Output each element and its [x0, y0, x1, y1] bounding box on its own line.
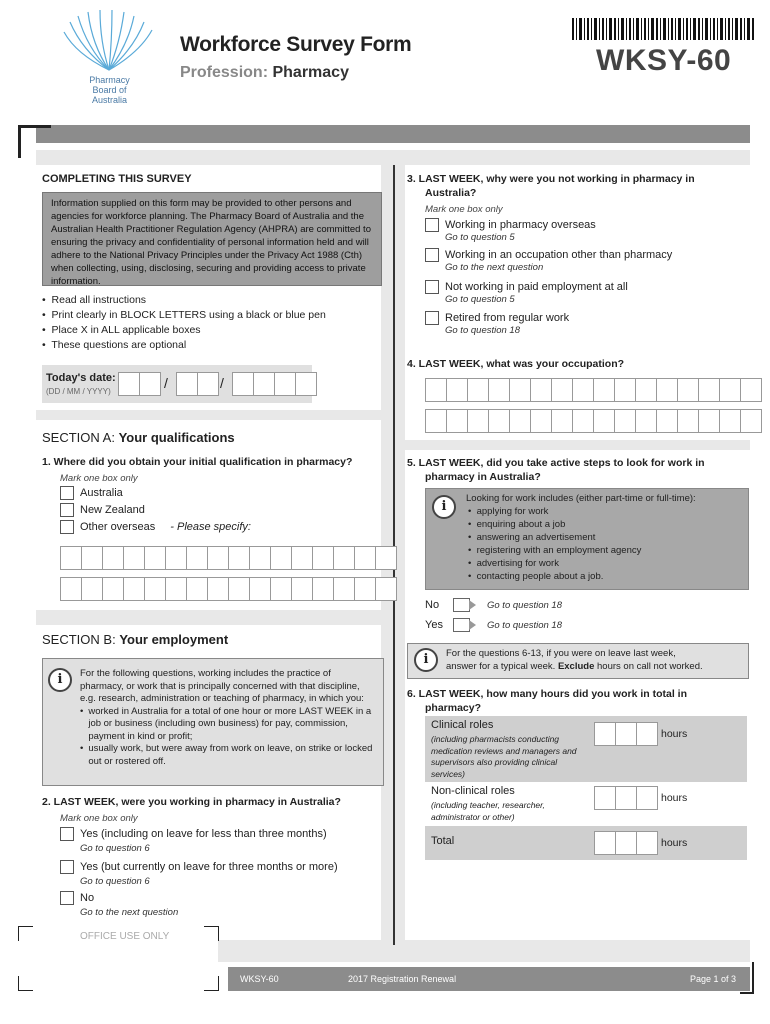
option-row[interactable] — [425, 248, 672, 262]
text-cell[interactable] — [719, 409, 741, 433]
goto-hint: Go to question 18 — [445, 325, 520, 336]
text-cell[interactable] — [249, 546, 271, 570]
digit-cell[interactable] — [615, 831, 637, 855]
hours-row-clinical — [425, 716, 747, 782]
info-item: • advertising for work — [468, 558, 559, 569]
checkbox[interactable] — [425, 280, 439, 294]
note-part: hours on call not worked. — [597, 660, 703, 672]
corner-mark — [18, 976, 33, 991]
checkbox[interactable] — [425, 311, 439, 325]
text-cell[interactable] — [530, 378, 552, 402]
date-slash: / — [164, 375, 168, 391]
date-cell[interactable] — [295, 372, 317, 396]
instruction-text: These questions are optional — [51, 339, 187, 351]
q1-specify-line-1[interactable] — [60, 546, 396, 570]
question-6 — [407, 687, 687, 715]
date-cell[interactable] — [274, 372, 296, 396]
q1-option-australia[interactable] — [60, 486, 123, 500]
goto-hint: Go to the next question — [80, 907, 179, 918]
option-label: No — [425, 599, 440, 611]
text-cell[interactable] — [614, 409, 636, 433]
checkbox[interactable] — [60, 860, 74, 874]
q3-option-not-working[interactable] — [425, 280, 628, 305]
option-row[interactable] — [60, 891, 178, 905]
note-line: For the questions 6-13, if you were on leave last week, — [446, 648, 676, 659]
goto-hint: Go to question 6 — [80, 876, 150, 887]
q1-option-nz[interactable] — [60, 503, 145, 517]
question-4: 4. LAST WEEK, what was your occupation? — [407, 358, 625, 370]
form-title: Workforce Survey Form — [180, 33, 412, 56]
hours-row-non-clinical — [425, 782, 747, 826]
checkbox[interactable] — [60, 503, 74, 517]
instruction-item: • Print clearly in BLOCK LETTERS using a black or blue pen — [42, 309, 326, 321]
option-label: New Zealand — [80, 504, 145, 516]
text-cell[interactable] — [698, 409, 720, 433]
date-slash: / — [220, 375, 224, 391]
instructions-list — [42, 293, 326, 353]
note-part: answer for a typical week. — [446, 660, 556, 672]
hours-row-total — [425, 826, 747, 860]
q2-option-no[interactable] — [60, 891, 178, 918]
checkbox[interactable] — [60, 891, 74, 905]
row-note: (including teacher, researcher, administrator or other) — [431, 800, 545, 822]
checkbox[interactable] — [425, 248, 439, 262]
text-cell[interactable] — [425, 378, 447, 402]
unit-label: hours — [661, 792, 688, 804]
text-cell[interactable] — [446, 378, 468, 402]
instruction-item: • Place X in ALL applicable boxes — [42, 324, 201, 336]
info-list — [466, 505, 696, 583]
question-2: 2. LAST WEEK, were you working in pharmacy in Australia? — [42, 796, 341, 808]
goto-hint: Go to the next question — [445, 262, 544, 273]
looking-for-work-text — [466, 492, 696, 583]
option-label: Retired from regular work — [445, 312, 570, 324]
text-cell[interactable] — [333, 577, 355, 601]
header-bar — [36, 125, 750, 143]
info-item: • answering an advertisement — [468, 532, 596, 543]
q3-option-other-occupation[interactable] — [425, 248, 672, 273]
option-row[interactable] — [425, 280, 628, 294]
text-cell[interactable] — [312, 546, 334, 570]
hours-input[interactable] — [594, 831, 657, 855]
hours-input[interactable] — [594, 722, 657, 746]
corner-mark — [204, 976, 219, 991]
info-item-text: advertising for work — [476, 558, 559, 569]
text-cell[interactable] — [165, 577, 187, 601]
instruction-text: Print clearly in BLOCK LETTERS using a black or blue pen — [51, 309, 326, 321]
date-label: Today's date: — [46, 372, 116, 384]
text-cell[interactable] — [530, 409, 552, 433]
digit-cell[interactable] — [594, 831, 616, 855]
info-bullet: • usually work, but were away from work on leave, on strike or locked out or rostered off. — [80, 743, 376, 768]
date-cell[interactable] — [176, 372, 198, 396]
text-cell[interactable] — [249, 577, 271, 601]
info-item: • applying for work — [468, 506, 549, 517]
q5-option-yes[interactable] — [425, 618, 562, 632]
info-item: • contacting people about a job. — [468, 571, 604, 582]
text-cell[interactable] — [165, 546, 187, 570]
q4-occupation-line-2[interactable] — [425, 409, 761, 433]
note-emphasis: Exclude — [557, 660, 595, 672]
logo-line: Board of — [92, 85, 127, 95]
info-icon: i — [48, 668, 72, 692]
q3-option-retired[interactable] — [425, 311, 569, 336]
checkbox[interactable] — [60, 827, 74, 841]
info-item-text: enquiring about a job — [476, 519, 566, 530]
text-cell[interactable] — [740, 409, 762, 433]
text-cell[interactable] — [488, 409, 510, 433]
text-cell[interactable] — [270, 546, 292, 570]
text-cell[interactable] — [354, 577, 376, 601]
row-label: Total — [431, 835, 455, 847]
unit-label: hours — [661, 728, 688, 740]
question-text: pharmacy? — [425, 702, 482, 714]
info-icon: i — [414, 648, 438, 672]
checkbox[interactable] — [60, 486, 74, 500]
text-cell[interactable] — [509, 409, 531, 433]
note-text — [446, 648, 703, 673]
text-cell[interactable] — [677, 378, 699, 402]
form-subtitle — [180, 64, 349, 82]
text-cell[interactable] — [270, 577, 292, 601]
mark-one-hint: Mark one box only — [60, 813, 138, 824]
question-text: pharmacy in Australia? — [425, 471, 541, 483]
option-row[interactable] — [425, 218, 596, 232]
text-cell[interactable] — [467, 378, 489, 402]
goto-hint: Go to question 18 — [487, 619, 562, 631]
checkbox[interactable] — [60, 520, 74, 534]
footer-code: WKSY-60 — [240, 974, 279, 984]
option-label: No — [80, 892, 95, 904]
instruction-text: Place X in ALL applicable boxes — [51, 324, 201, 336]
question-1: 1. Where did you obtain your initial qualification in pharmacy? — [42, 456, 353, 468]
text-cell[interactable] — [291, 577, 313, 601]
section-title: Your qualifications — [118, 430, 235, 445]
working-info-text — [80, 668, 376, 768]
corner-mark — [204, 926, 219, 941]
specify-label: - Please specify: — [170, 521, 251, 533]
text-cell[interactable] — [123, 577, 145, 601]
section-label: SECTION A: — [42, 430, 115, 445]
text-cell[interactable] — [719, 378, 741, 402]
text-cell[interactable] — [375, 546, 397, 570]
text-cell[interactable] — [509, 378, 531, 402]
text-cell[interactable] — [614, 378, 636, 402]
text-cell[interactable] — [698, 378, 720, 402]
option-row[interactable] — [425, 311, 569, 325]
info-bullet-text: usually work, but were away from work on leave, on strike or locked out or rostered off. — [88, 743, 373, 767]
question-3 — [407, 172, 695, 200]
date-hint: (DD / MM / YYYY) — [46, 387, 111, 396]
section-a-heading — [42, 430, 235, 445]
question-5 — [407, 456, 705, 484]
corner-mark — [740, 962, 754, 994]
date-day[interactable] — [118, 372, 160, 396]
text-cell[interactable] — [102, 577, 124, 601]
text-cell[interactable] — [228, 577, 250, 601]
text-cell[interactable] — [635, 378, 657, 402]
date-cell[interactable] — [253, 372, 275, 396]
goto-hint: Go to question 18 — [487, 599, 562, 611]
text-cell[interactable] — [551, 378, 573, 402]
text-cell[interactable] — [593, 378, 615, 402]
info-item-text: contacting people about a job. — [476, 571, 604, 582]
subtitle-label: Profession: — [180, 64, 269, 81]
text-cell[interactable] — [207, 546, 229, 570]
text-cell[interactable] — [425, 409, 447, 433]
q5-option-no[interactable] — [425, 598, 562, 612]
question-text: 3. LAST WEEK, why were you not working in pharmacy in — [407, 173, 695, 185]
goto-hint: Go to question 6 — [80, 843, 150, 854]
option-label: Yes (including on leave for less than three months) — [80, 828, 327, 840]
text-cell[interactable] — [656, 378, 678, 402]
q4-occupation-line-1[interactable] — [425, 378, 761, 402]
digit-cell[interactable] — [636, 786, 658, 810]
subtitle-value: Pharmacy — [272, 64, 349, 81]
info-bullet-text: worked in Australia for a total of one hour or more LAST WEEK in a job or business (including own business) for pay, commission, payment in kind or profit; — [88, 705, 372, 742]
date-cell[interactable] — [139, 372, 161, 396]
text-cell[interactable] — [60, 546, 82, 570]
digit-cell[interactable] — [594, 786, 616, 810]
q3-option-overseas[interactable] — [425, 218, 596, 243]
text-cell[interactable] — [488, 378, 510, 402]
option-label: Not working in paid employment at all — [445, 281, 628, 293]
unit-label: hours — [661, 837, 688, 849]
checkbox[interactable] — [425, 218, 439, 232]
digit-cell[interactable] — [636, 722, 658, 746]
q1-option-other[interactable] — [60, 520, 251, 534]
text-cell[interactable] — [677, 409, 699, 433]
text-cell[interactable] — [144, 546, 166, 570]
barcode — [572, 18, 755, 40]
date-year[interactable] — [232, 372, 316, 396]
goto-hint: Go to question 5 — [445, 232, 515, 243]
text-cell[interactable] — [333, 546, 355, 570]
footer-title: 2017 Registration Renewal — [348, 974, 457, 984]
info-item-text: applying for work — [476, 506, 549, 517]
text-cell[interactable] — [740, 378, 762, 402]
goto-hint: Go to question 5 — [445, 294, 515, 305]
text-cell[interactable] — [186, 577, 208, 601]
office-use-label: OFFICE USE ONLY — [80, 931, 170, 942]
digit-cell[interactable] — [636, 831, 658, 855]
text-cell[interactable] — [60, 577, 82, 601]
text-cell[interactable] — [102, 546, 124, 570]
info-item-text: answering an advertisement — [476, 532, 596, 543]
text-cell[interactable] — [572, 409, 594, 433]
logo-line: Australia — [91, 95, 127, 105]
instruction-text: Read all instructions — [51, 294, 147, 306]
arrow-checkbox-icon[interactable] — [453, 598, 477, 612]
date-month[interactable] — [176, 372, 218, 396]
digit-cell[interactable] — [615, 786, 637, 810]
info-item: • registering with an employment agency — [468, 545, 642, 556]
text-cell[interactable] — [446, 409, 468, 433]
section-b-heading — [42, 632, 228, 647]
text-cell[interactable] — [123, 546, 145, 570]
option-label: Working in an occupation other than pharmacy — [445, 249, 673, 261]
footer-bar — [228, 967, 750, 991]
text-cell[interactable] — [593, 409, 615, 433]
logo-line: Pharmacy — [89, 75, 130, 85]
text-cell[interactable] — [81, 577, 103, 601]
mark-one-hint: Mark one box only — [425, 204, 503, 215]
option-label: Yes (but currently on leave for three months or more) — [80, 861, 338, 873]
date-cell[interactable] — [197, 372, 219, 396]
option-row[interactable] — [60, 860, 338, 874]
text-cell[interactable] — [572, 378, 594, 402]
text-cell[interactable] — [467, 409, 489, 433]
arrow-checkbox-icon[interactable] — [453, 618, 477, 632]
info-icon: i — [432, 495, 456, 519]
corner-mark — [18, 926, 33, 941]
text-cell[interactable] — [635, 409, 657, 433]
info-bullet: • worked in Australia for a total of one hour or more LAST WEEK in a job or business (including own business) for pay, commission, payment in kind or profit; — [80, 706, 376, 744]
text-cell[interactable] — [144, 577, 166, 601]
mark-one-hint: Mark one box only — [60, 473, 138, 484]
note-line — [446, 661, 703, 674]
question-text: 5. LAST WEEK, did you take active steps to look for work in — [407, 457, 705, 469]
date-cell[interactable] — [232, 372, 254, 396]
hours-input[interactable] — [594, 786, 657, 810]
info-item-text: registering with an employment agency — [476, 545, 642, 556]
instruction-item: • These questions are optional — [42, 339, 187, 351]
question-text: 6. LAST WEEK, how many hours did you work in total in — [407, 688, 688, 700]
q2-option-yes-short[interactable] — [60, 827, 327, 854]
row-label: Non-clinical roles — [431, 785, 515, 797]
text-cell[interactable] — [375, 577, 397, 601]
text-cell[interactable] — [81, 546, 103, 570]
digit-cell[interactable] — [615, 722, 637, 746]
row-note: (including pharmacists conducting medication reviews and managers and supervisors also providing clinical services) — [431, 734, 577, 779]
footer-page: Page 1 of 3 — [689, 974, 736, 984]
info-intro: Looking for work includes (either part-time or full-time): — [466, 493, 696, 504]
info-item: • enquiring about a job — [468, 519, 566, 530]
form-code: WKSY-60 — [596, 44, 732, 77]
section-title: Your employment — [119, 632, 229, 647]
option-label: Yes — [425, 619, 443, 631]
text-cell[interactable] — [291, 546, 313, 570]
info-intro: For the following questions, working includes the practice of pharmacy, or work that is principally concerned with that discipline, e.g. research, administration or teaching of pharmacy, in which you: — [80, 668, 364, 704]
row-label: Clinical roles — [431, 719, 494, 731]
section-label: SECTION B: — [42, 632, 116, 647]
option-label: Working in pharmacy overseas — [445, 219, 596, 231]
date-cell[interactable] — [118, 372, 140, 396]
digit-cell[interactable] — [594, 722, 616, 746]
q1-specify-line-2[interactable] — [60, 577, 396, 601]
text-cell[interactable] — [228, 546, 250, 570]
text-cell[interactable] — [207, 577, 229, 601]
completing-heading: COMPLETING THIS SURVEY — [42, 173, 192, 185]
text-cell[interactable] — [186, 546, 208, 570]
option-label: Other overseas — [80, 521, 156, 533]
text-cell[interactable] — [312, 577, 334, 601]
privacy-info-box: Information supplied on this form may be provided to other persons and agencies for workforce planning. The Pharmacy Board of Australia and the Australian Health Practitioner Regulation Agency (AHPRA) are committed to ensuring the privacy and confidentiality of personal information held and will adhere to the National Privacy Principles under the Privacy Act 1988 (Cth) when collecting, using, disclosing, securing and providing access to private information. — [42, 192, 382, 286]
option-row[interactable] — [60, 827, 327, 841]
option-label: Australia — [80, 487, 123, 499]
text-cell[interactable] — [354, 546, 376, 570]
text-cell[interactable] — [656, 409, 678, 433]
logo-text — [62, 75, 157, 105]
instruction-item: • Read all instructions — [42, 294, 147, 306]
q2-option-yes-long[interactable] — [60, 860, 338, 887]
text-cell[interactable] — [551, 409, 573, 433]
question-text: Australia? — [425, 187, 477, 199]
